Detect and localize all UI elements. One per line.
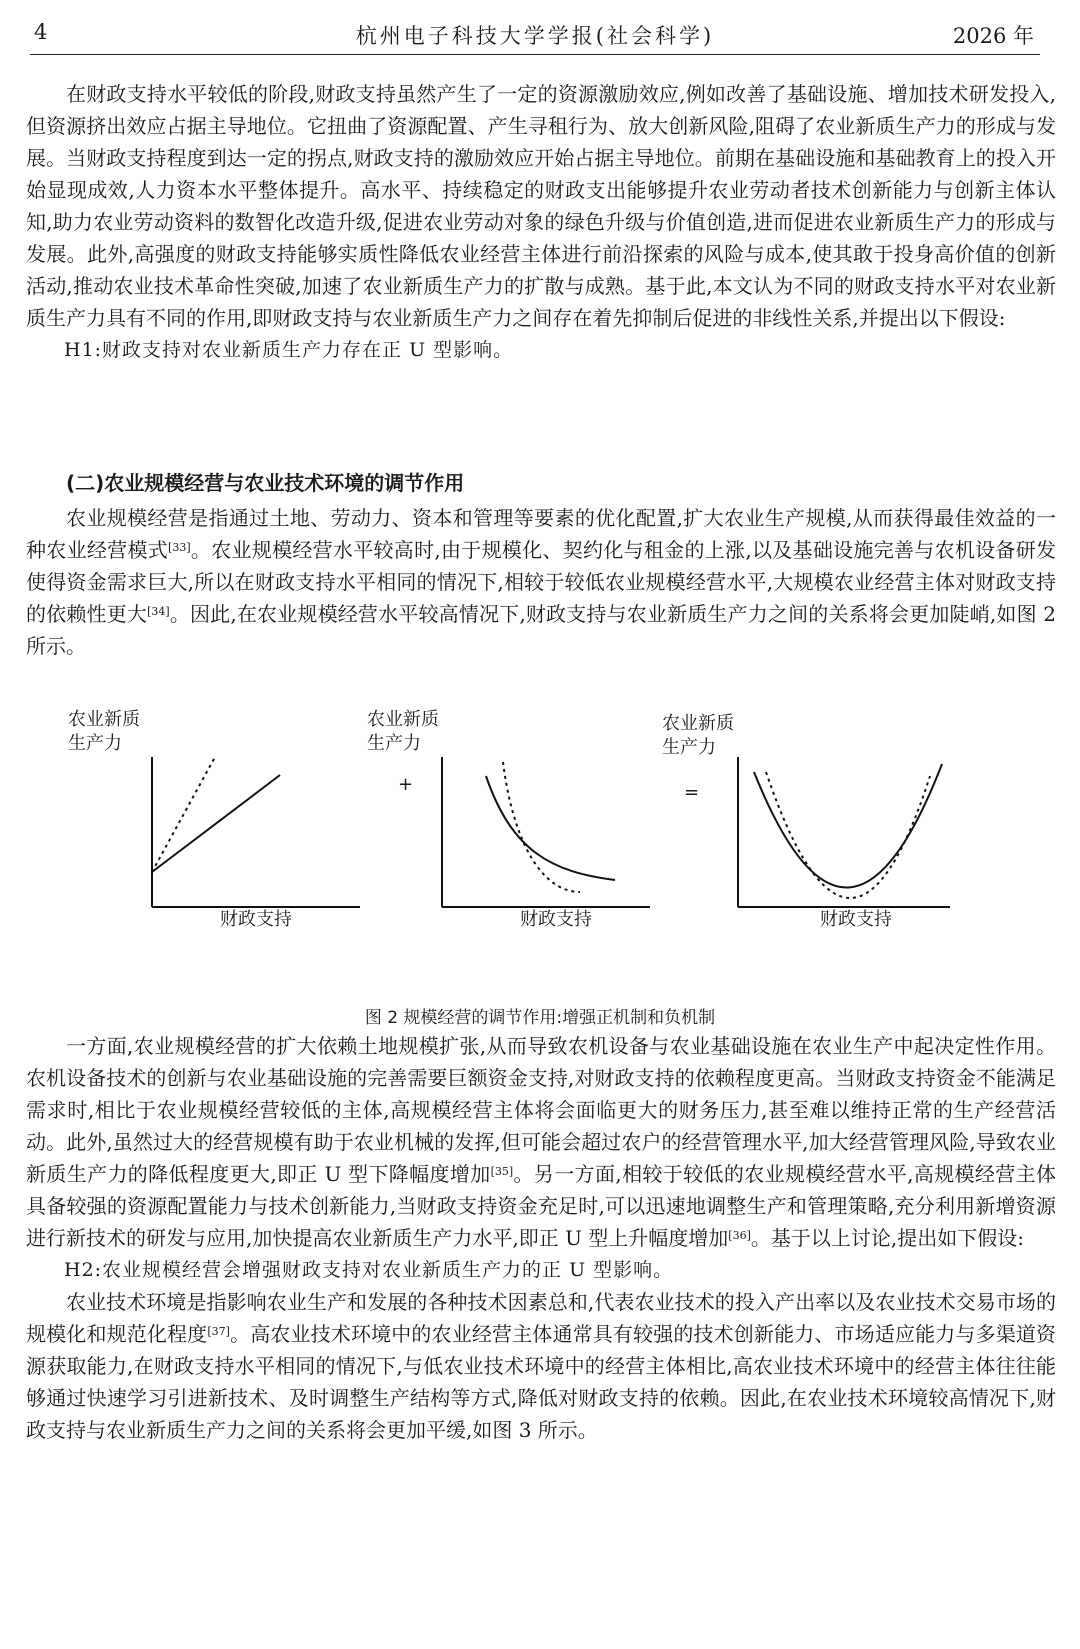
equals-sign: = [684, 782, 700, 803]
ylabel-line: 生产力 [367, 733, 421, 754]
panel1-xlabel: 财政支持 [220, 909, 292, 930]
text-run: 。因此,在农业规模经营水平较高情况下,财政支持与农业新质生产力之间的关系将会更加陡峭,如图 2 所示。 [26, 602, 1057, 658]
paragraph-tech-environment [26, 1286, 1056, 1446]
ylabel-line: 农业新质 [367, 709, 439, 730]
citation-33: [33] [168, 541, 191, 554]
panel2-xlabel: 财政支持 [520, 909, 592, 930]
citation-34: [34] [147, 605, 170, 618]
ylabel-line: 农业新质 [662, 713, 734, 734]
plus-sign: + [398, 774, 414, 795]
section-fiscal-support [26, 78, 1056, 366]
text-run: 。基于以上讨论,提出如下假设: [750, 1226, 1024, 1250]
panel2-plot [442, 757, 650, 907]
panel3-xlabel: 财政支持 [820, 909, 892, 930]
paragraph-scale-operation [26, 502, 1056, 662]
panel2-solid-curve [486, 776, 615, 880]
panel2-ylabel [367, 708, 439, 756]
panel3-plot [738, 757, 950, 907]
paragraph-mechanism [26, 1030, 1056, 1254]
journal-title: 杭州电子科技大学学报(社会科学) [355, 24, 715, 48]
section-mechanism [26, 1030, 1056, 1446]
ylabel-line: 生产力 [662, 737, 716, 758]
journal-year: 2026 年 [952, 24, 1034, 48]
text-run: 。高农业技术环境中的农业经营主体通常具有较强的技术创新能力、市场适应能力与多渠道资源获取能力,在财政支持水平相同的情况下,与低农业技术环境中的经营主体相比,高农业技术环境中的经营主体往往能够通过快速学习引进新技术、及时调整生产结构等方式,降低对财政支持的依赖。因此,在农业技术环境较高情况下,财政支持与农业新质生产力之间的关系将会更加平缓,如图 3 所示。 [26, 1322, 1057, 1442]
text-run: 农业规模经营是指通过土地、劳动力、资本和管理等要素的优化配置,扩大农业生产规模,从而获得最佳效益的一种农业经营模式 [26, 506, 1056, 562]
hypothesis-h2: H2:农业规模经营会增强财政支持对农业新质生产力的正 U 型影响。 [64, 1259, 674, 1281]
figure-2 [40, 709, 1060, 1002]
figure-caption: 图 2 规模经营的调节作用:增强正机制和负机制 [364, 1008, 716, 1028]
text-run: 。另一方面,相较于较低的农业规模经营水平,高规模经营主体具备较强的资源配置能力与技术创新能力,当财政支持资金充足时,可以迅速地调整生产和管理策略,充分利用新增资源进行新技术的研发与应用,加快提高农业新质生产力水平,即正 U 型上升幅度增加 [26, 1162, 1056, 1250]
page-number: 4 [34, 20, 48, 44]
hypothesis-h1: H1:财政支持对农业新质生产力存在正 U 型影响。 [64, 339, 514, 361]
citation-36: [36] [728, 1229, 751, 1242]
section-moderation [26, 466, 1056, 662]
ylabel-line: 农业新质 [68, 709, 140, 730]
panel3-ylabel [662, 712, 734, 760]
panel1-dotted-line [152, 757, 215, 872]
panel2-dotted-curve [503, 762, 580, 892]
running-header [30, 14, 1040, 48]
panel3-solid-curve [754, 764, 942, 888]
header-rule [30, 54, 1040, 55]
citation-35: [35] [490, 1165, 514, 1178]
citation-37: [37] [207, 1325, 230, 1338]
panel1-plot [152, 757, 360, 907]
text-run: 农业技术环境是指影响农业生产和发展的各种技术因素总和,代表农业技术的投入产出率以及农业技术交易市场的规模化和规范化程度 [26, 1290, 1056, 1346]
section-heading: (二)农业规模经营与农业技术环境的调节作用 [66, 471, 465, 495]
text-run: 。农业规模经营水平较高时,由于规模化、契约化与租金的上涨,以及基础设施完善与农机设备研发使得资金需求巨大,所以在财政支持水平相同的情况下,相较于较低农业规模经营水平,大规模农业经营主体对财政支持的依赖性更大 [26, 538, 1057, 626]
panel3-dotted-curve [766, 772, 930, 898]
panel1-solid-line [152, 775, 280, 872]
paragraph-fiscal-support: 在财政支持水平较低的阶段,财政支持虽然产生了一定的资源激励效应,例如改善了基础设施、增加技术研发投入,但资源挤出效应占据主导地位。它扭曲了资源配置、产生寻租行为、放大创新风险,阻碍了农业新质生产力的形成与发展。当财政支持程度到达一定的拐点,财政支持的激励效应开始占据主导地位。前期在基础设施和基础教育上的投入开始显现成效,人力资本水平整体提升。高水平、持续稳定的财政支出能够提升农业劳动者技术创新能力与创新主体认知,助力农业劳动资料的数智化改造升级,促进农业劳动对象的绿色升级与价值创造,进而促进农业新质生产力的形成与发展。此外,高强度的财政支持能够实质性降低农业经营主体进行前沿探索的风险与成本,使其敢于投身高价值的创新活动,推动农业技术革命性突破,加速了农业新质生产力的扩散与成熟。基于此,本文认为不同的财政支持水平对农业新质生产力具有不同的作用,即财政支持与农业新质生产力之间存在着先抑制后促进的非线性关系,并提出以下假设: [26, 82, 1056, 330]
text-run: 一方面,农业规模经营的扩大依赖土地规模扩张,从而导致农机设备与农业基础设施在农业生产中起决定性作用。农机设备技术的创新与农业基础设施的完善需要巨额资金支持,对财政支持的依赖程度更高。当财政支持资金不能满足需求时,相比于农业规模经营较低的主体,高规模经营主体将会面临更大的财务压力,甚至难以维持正常的生产经营活动。此外,虽然过大的经营规模有助于农业机械的发挥,但可能会超过农户的经营管理水平,加大经营管理风险,导致农业新质生产力的降低程度更大,即正 U 型下降幅度增加 [26, 1034, 1056, 1186]
ylabel-line: 生产力 [68, 733, 122, 754]
